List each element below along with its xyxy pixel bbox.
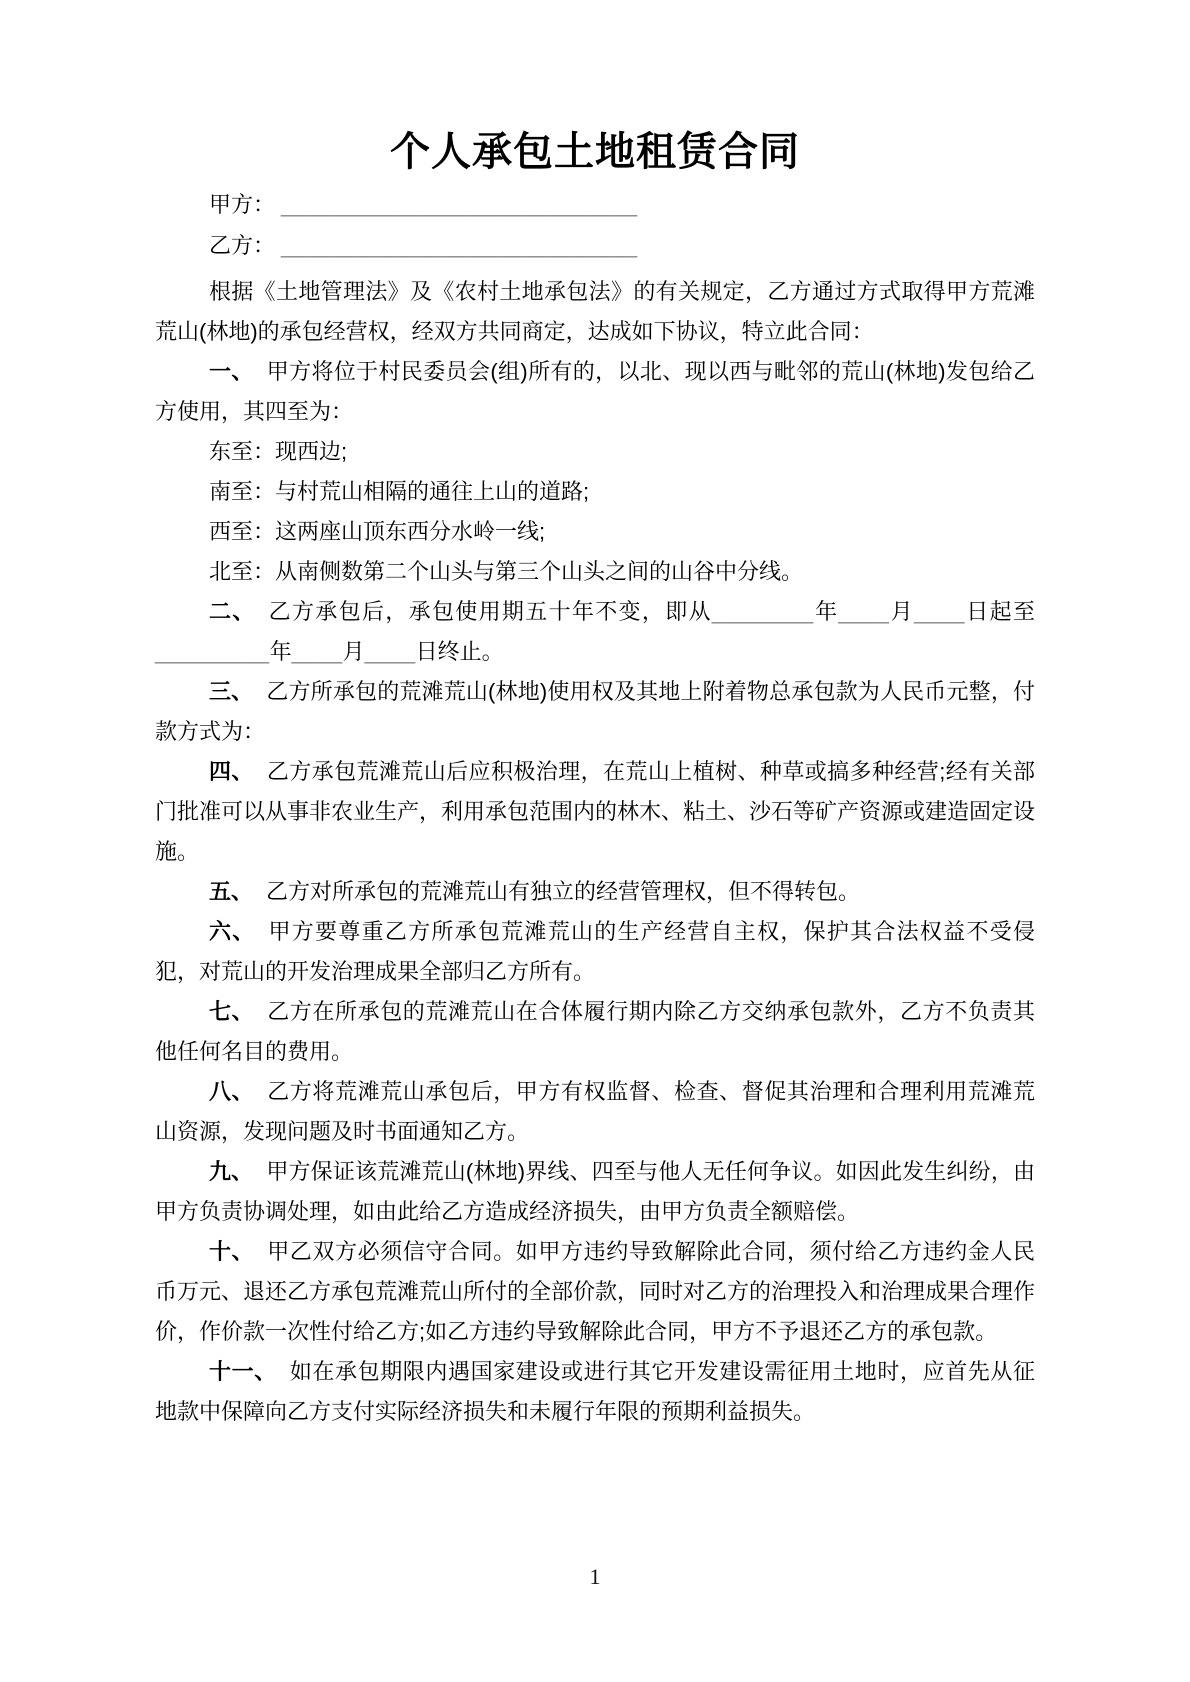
contract-clause-2 bbox=[155, 592, 1035, 672]
clause-number: 十、 bbox=[209, 1239, 255, 1264]
clause-number: 五、 bbox=[209, 879, 254, 904]
clause-text: 根据《土地管理法》及《农村土地承包法》的有关规定，乙方通过方式取得甲方荒滩荒山(林地)的承包经营权，经双方共同商定，达成如下协议，特立此合同： bbox=[155, 279, 1035, 344]
contract-clause-3 bbox=[155, 672, 1035, 752]
clause-text: 东至：现西边; bbox=[209, 439, 348, 464]
clause-number: 八、 bbox=[209, 1079, 255, 1104]
party-blank-line: ____________________________ bbox=[281, 233, 638, 258]
clause-text: 日终止。 bbox=[415, 639, 504, 664]
clause-text: 甲乙双方必须信守合同。如甲方违约导致解除此合同，须付给乙方违约金人民币万元、退还乙方承包荒滩荒山所付的全部价款，同时对乙方的治理投入和治理成果合理作价，作价款一次性付给乙方;如乙方违约导致解除此合同，甲方不予退还乙方的承包款。 bbox=[155, 1239, 1036, 1344]
clause-number: 十一、 bbox=[209, 1359, 277, 1384]
contract-clause-4 bbox=[155, 752, 1035, 872]
blank-field-end-day: ____ bbox=[364, 639, 416, 664]
boundary-north bbox=[155, 552, 1035, 592]
contract-clause-9 bbox=[155, 1152, 1035, 1232]
clause-text: 北至：从南侧数第二个山头与第三个山头之间的山谷中分线。 bbox=[209, 559, 804, 584]
blank-field-end-month: ____ bbox=[291, 639, 343, 664]
party-label: 乙方： bbox=[209, 233, 276, 258]
clause-text: 日起至 bbox=[964, 599, 1035, 624]
blank-field-start-year: ________ bbox=[711, 599, 814, 624]
contract-body bbox=[155, 272, 1035, 1432]
page-number: 1 bbox=[589, 1564, 601, 1589]
contract-clause-6 bbox=[155, 912, 1035, 992]
party-blank-line: ____________________________ bbox=[281, 192, 638, 217]
clause-number: 一、 bbox=[209, 359, 254, 384]
contract-intro bbox=[155, 272, 1035, 352]
clause-number: 四、 bbox=[209, 759, 254, 784]
boundary-east bbox=[155, 432, 1035, 472]
parties-block bbox=[155, 184, 1035, 266]
clause-text: 乙方承包荒滩荒山后应积极治理，在荒山上植树、种草或搞多种经营;经有关部门批准可以从事非农业生产，利用承包范围内的林木、粘土、沙石等矿产资源或建造固定设施。 bbox=[155, 759, 1036, 864]
page-title: 个人承包土地租赁合同 bbox=[390, 130, 800, 174]
clause-text: 南至：与村荒山相隔的通往上山的道路; bbox=[209, 479, 590, 504]
clause-text: 乙方承包后，承包使用期五十年不变，即从 bbox=[268, 599, 712, 624]
contract-clause-11 bbox=[155, 1352, 1035, 1432]
clause-text: 乙方在所承包的荒滩荒山在合体履行期内除乙方交纳承包款外，乙方不负责其他任何名目的费用。 bbox=[155, 999, 1035, 1064]
clause-number: 二、 bbox=[209, 599, 256, 624]
clause-number: 七、 bbox=[209, 999, 255, 1024]
contract-clause-5 bbox=[155, 872, 1035, 912]
party-row-yifang bbox=[155, 225, 1035, 266]
clause-text: 乙方所承包的荒滩荒山(林地)使用权及其地上附着物总承包款为人民币元整，付款方式为： bbox=[155, 679, 1035, 744]
blank-field-start-day: ____ bbox=[914, 599, 965, 624]
boundary-south bbox=[155, 472, 1035, 512]
clause-text: 甲方保证该荒滩荒山(林地)界线、四至与他人无任何争议。如因此发生纠纷，由甲方负责协调处理，如由此给乙方造成经济损失，由甲方负责全额赔偿。 bbox=[155, 1159, 1035, 1224]
party-label: 甲方： bbox=[209, 192, 276, 217]
clause-number: 六、 bbox=[209, 919, 256, 944]
clause-text: 年 bbox=[269, 639, 292, 664]
contract-clause-1 bbox=[155, 352, 1035, 432]
clause-text: 乙方对所承包的荒滩荒山有独立的经营管理权，但不得转包。 bbox=[266, 879, 861, 904]
contract-clause-10 bbox=[155, 1232, 1035, 1352]
clause-text: 如在承包期限内遇国家建设或进行其它开发建设需征用土地时，应首先从征地款中保障向乙方支付实际经济损失和未履行年限的预期利益损失。 bbox=[155, 1359, 1035, 1424]
clause-text: 甲方将位于村民委员会(组)所有的，以北、现以西与毗邻的荒山(林地)发包给乙方使用，其四至为： bbox=[155, 359, 1035, 424]
clause-text: 月 bbox=[342, 639, 365, 664]
blank-field-end-year: _________ bbox=[155, 639, 270, 664]
contract-clause-7 bbox=[155, 992, 1035, 1072]
clause-text: 月 bbox=[889, 599, 915, 624]
clause-text: 乙方将荒滩荒山承包后，甲方有权监督、检查、督促其治理和合理利用荒滩荒山资源，发现问题及时书面通知乙方。 bbox=[155, 1079, 1035, 1144]
clause-text: 西至：这两座山顶东西分水岭一线; bbox=[209, 519, 546, 544]
boundary-west bbox=[155, 512, 1035, 552]
contract-clause-8 bbox=[155, 1072, 1035, 1152]
party-row-jiafang bbox=[155, 184, 1035, 225]
clause-text: 年 bbox=[813, 599, 839, 624]
blank-field-start-month: ____ bbox=[838, 599, 890, 624]
clause-text: 甲方要尊重乙方所承包荒滩荒山的生产经营自主权，保护其合法权益不受侵犯，对荒山的开发治理成果全部归乙方所有。 bbox=[155, 919, 1035, 984]
clause-number: 九、 bbox=[209, 1159, 254, 1184]
clause-number: 三、 bbox=[209, 679, 254, 704]
